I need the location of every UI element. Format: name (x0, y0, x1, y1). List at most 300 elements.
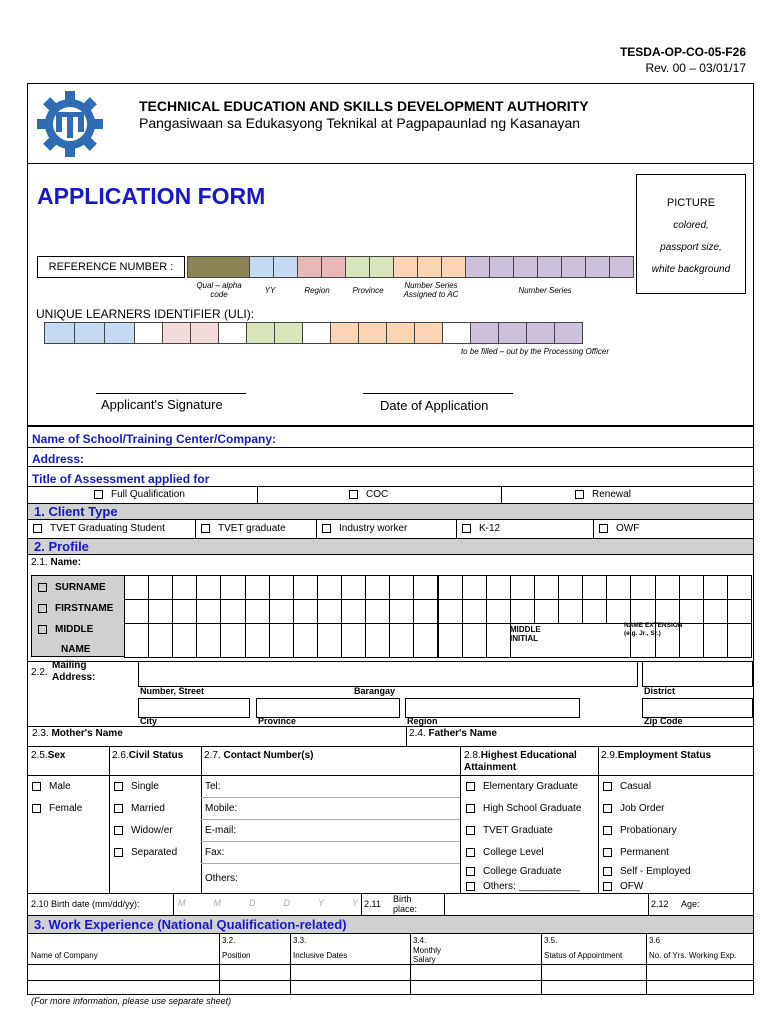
checkbox-icon[interactable] (603, 804, 612, 813)
col-dates: Inclusive Dates (293, 951, 348, 960)
father-num: 2.4. (409, 728, 426, 739)
contact-others[interactable]: Others: (205, 873, 238, 884)
date-application-line[interactable] (363, 393, 513, 394)
name-letter-box[interactable] (582, 599, 607, 624)
option-label: Casual (620, 781, 652, 792)
name-letter-box[interactable] (293, 623, 318, 658)
name-label (31, 557, 81, 568)
name-letter-box[interactable] (413, 575, 438, 600)
applicant-signature-label: Applicant's Signature (101, 397, 223, 412)
option-label: TVET graduate (218, 523, 286, 534)
col-years: No. of Yrs. Working Exp. (649, 951, 737, 960)
contact-label: Contact Number(s) (223, 750, 314, 761)
name-letter-box[interactable] (727, 575, 752, 600)
name-letter-box[interactable] (438, 623, 463, 658)
checkbox-icon[interactable] (114, 826, 123, 835)
emp-probationary[interactable] (603, 825, 677, 836)
picture-note-2: passport size, (660, 242, 722, 253)
uli-cell[interactable] (358, 322, 387, 344)
agency-name: TECHNICAL EDUCATION AND SKILLS DEVELOPMENT AUTHORITY (139, 98, 589, 114)
father-label: Father's Name (428, 728, 497, 739)
name-letter-box[interactable] (655, 575, 680, 600)
col-appointment: Status of Appointment (544, 951, 623, 960)
checkbox-icon[interactable] (94, 490, 103, 499)
emp-ofw[interactable] (603, 881, 643, 892)
emp-self-employed[interactable] (603, 866, 691, 877)
edu-highschool[interactable] (466, 803, 581, 814)
ref-cell[interactable] (249, 256, 274, 278)
client-tvet-graduating[interactable] (33, 523, 165, 534)
district-field[interactable] (642, 661, 753, 687)
name-letter-box[interactable] (486, 623, 511, 658)
name-grid[interactable] (124, 575, 751, 657)
name-letter-box[interactable] (606, 599, 631, 624)
ref-cell[interactable] (489, 256, 514, 278)
applicant-signature-line[interactable] (96, 393, 246, 394)
profile-heading: 2. Profile (27, 538, 754, 555)
name-letter-box[interactable] (269, 623, 294, 658)
ref-cell[interactable] (561, 256, 586, 278)
contact-heading (204, 750, 313, 761)
civil-married[interactable] (114, 803, 165, 814)
street-barangay-field[interactable] (138, 661, 638, 687)
name-letter-box[interactable] (317, 575, 342, 600)
work-experience-heading: 3. Work Experience (National Qualification-related) (27, 915, 754, 934)
civil-num: 2.6. (112, 750, 129, 761)
date-application-label: Date of Application (380, 398, 489, 413)
civil-widow[interactable] (114, 825, 173, 836)
name-letter-box[interactable] (534, 575, 559, 600)
ref-cell[interactable] (321, 256, 346, 278)
picture-title: PICTURE (666, 197, 716, 209)
name-letter-box[interactable] (510, 599, 535, 624)
option-label: Elementary Graduate (483, 781, 579, 792)
sex-label: Sex (47, 750, 66, 761)
checkbox-icon[interactable] (466, 848, 475, 857)
education-heading (464, 750, 594, 774)
name-letter-box[interactable] (486, 599, 511, 624)
region-field[interactable] (405, 698, 580, 718)
education-label: Highest Educational Attainment (464, 750, 577, 773)
name-letter-box[interactable] (389, 575, 414, 600)
civil-label: Civil Status (128, 750, 184, 761)
name-letter-box[interactable] (630, 575, 655, 600)
ref-sublabel-region: Region (304, 286, 330, 295)
name-extension-label: NAME EXTENSION (e.g. Jr., Sr.) (624, 622, 683, 637)
col-salary-num: 3.4. (413, 936, 427, 945)
checkbox-icon[interactable] (32, 782, 41, 791)
emp-job-order[interactable] (603, 803, 664, 814)
option-label: COC (366, 489, 389, 500)
option-label: TVET Graduate (483, 825, 553, 836)
uli-note: to be filled – out by the Processing Officer (460, 347, 610, 356)
footer-note: (For more information, please use separate sheet) (31, 996, 232, 1006)
edu-elementary[interactable] (466, 781, 578, 792)
name-letter-box[interactable] (220, 623, 245, 658)
ref-cell[interactable] (345, 256, 370, 278)
name-letter-box[interactable] (679, 575, 704, 600)
col-company: Name of Company (31, 951, 98, 960)
uli-cell[interactable] (190, 322, 219, 344)
mailing-num: 2.2. (31, 667, 48, 678)
middlename-label-2: NAME (61, 644, 91, 655)
name-letter-box[interactable] (196, 623, 221, 658)
middlename-label[interactable] (38, 624, 93, 635)
name-letter-box[interactable] (655, 599, 680, 624)
name-letter-box[interactable] (389, 623, 414, 658)
name-letter-box[interactable] (703, 599, 728, 624)
ref-sublabel-ac-series: Number Series Assigned to AC (403, 281, 459, 299)
surname-text: SURNAME (55, 582, 106, 593)
client-tvet-graduate[interactable] (201, 523, 286, 534)
father-name-field[interactable] (406, 726, 754, 747)
client-industry-worker[interactable] (322, 523, 407, 534)
assessment-title-field[interactable] (27, 466, 754, 487)
option-label: TVET Graduating Student (50, 523, 165, 534)
uli-cell[interactable] (386, 322, 415, 344)
name-letter-box[interactable] (606, 575, 631, 600)
name-letter-box[interactable] (389, 599, 414, 624)
school-field[interactable] (27, 426, 754, 448)
checkbox-icon[interactable] (462, 524, 471, 533)
firstname-text: FIRSTNAME (55, 603, 114, 614)
name-letter-box[interactable] (438, 575, 463, 600)
option-label: High School Graduate (483, 803, 582, 814)
name-letter-box[interactable] (462, 623, 487, 658)
form-code: TESDA-OP-CO-05-F26 (619, 45, 746, 59)
option-label: Male (49, 781, 71, 792)
client-type-heading: 1. Client Type (27, 503, 754, 520)
checkbox-icon[interactable] (466, 826, 475, 835)
option-label: Separated (131, 847, 178, 858)
edu-tvet[interactable] (466, 825, 553, 836)
mailing-label: Mailing Address: (52, 660, 96, 683)
name-letter-box[interactable] (341, 623, 366, 658)
option-label: Female (49, 803, 83, 814)
name-letter-box[interactable] (365, 599, 390, 624)
ref-cell[interactable] (297, 256, 322, 278)
employment-num: 2.9. (601, 750, 618, 761)
name-letter-box[interactable] (124, 623, 149, 658)
ref-sublabel-yy: YY (264, 286, 276, 295)
barangay-label: Barangay (354, 686, 396, 696)
name-num: 2.1. (31, 557, 48, 568)
picture-note-3: white background (651, 264, 731, 275)
uli-cell[interactable] (330, 322, 359, 344)
age-label: Age: (681, 899, 700, 909)
checkbox-icon[interactable] (575, 490, 584, 499)
firstname-label[interactable] (38, 603, 113, 614)
name-letter-box[interactable] (486, 575, 511, 600)
name-letter-box[interactable] (558, 575, 583, 600)
name-letter-box[interactable] (196, 575, 221, 600)
uli-cells[interactable] (44, 322, 583, 344)
checkbox-icon[interactable] (38, 625, 47, 634)
client-owf[interactable] (599, 523, 639, 534)
name-letter-box[interactable] (245, 599, 270, 624)
emp-permanent[interactable] (603, 847, 669, 858)
col-position: Position (222, 951, 251, 960)
reference-number-cells[interactable] (187, 256, 634, 278)
birth-mm-2: M (213, 898, 221, 908)
option-label: OWF (616, 523, 640, 534)
option-label: Self - Employed (620, 866, 691, 877)
edu-others[interactable] (466, 881, 580, 892)
ref-cell[interactable] (393, 256, 418, 278)
option-label: Job Order (620, 803, 665, 814)
number-street-label: Number, Street (140, 686, 205, 696)
birth-place-label: Birth place: (393, 894, 418, 914)
contact-num: 2.7. (204, 750, 221, 761)
age-num: 2.12 (651, 899, 669, 909)
middle-initial-label: MIDDLE INITIAL (510, 625, 541, 643)
zip-field[interactable] (642, 698, 753, 718)
picture-box[interactable] (636, 174, 746, 294)
region-label: Region (407, 716, 438, 726)
option-full-qualification[interactable] (94, 489, 185, 500)
checkbox-icon[interactable] (603, 782, 612, 791)
name-letter-box[interactable] (172, 599, 197, 624)
checkbox-icon[interactable] (599, 524, 608, 533)
checkbox-icon[interactable] (33, 524, 42, 533)
checkbox-icon[interactable] (114, 804, 123, 813)
name-letter-box[interactable] (124, 599, 149, 624)
sex-male[interactable] (32, 781, 71, 792)
name-letter-box[interactable] (703, 575, 728, 600)
ref-cell[interactable] (417, 256, 442, 278)
address-field[interactable] (27, 447, 754, 467)
ref-sublabel-qual: Qual – alpha code (196, 281, 242, 299)
name-letter-box[interactable] (269, 575, 294, 600)
uli-cell[interactable] (104, 322, 135, 344)
revision: Rev. 00 – 03/01/17 (645, 61, 746, 75)
city-label: City (140, 716, 158, 726)
uli-cell[interactable] (218, 322, 247, 344)
name-letter-box[interactable] (317, 623, 342, 658)
col-dates-num: 3.3. (293, 936, 307, 945)
civil-heading (112, 750, 183, 761)
uli-cell[interactable] (554, 322, 583, 344)
address-label: Address: (32, 452, 85, 466)
option-label: Others: ___________ (483, 881, 580, 892)
name-letter-box[interactable] (462, 575, 487, 600)
name-letter-box[interactable] (245, 623, 270, 658)
sex-heading (31, 750, 65, 761)
uli-label: UNIQUE LEARNERS IDENTIFIER (ULI): (36, 307, 255, 321)
birth-yy-1: Y (317, 898, 324, 908)
uli-cell[interactable] (302, 322, 331, 344)
uli-cell[interactable] (526, 322, 555, 344)
birth-place-input[interactable] (446, 895, 646, 914)
mother-name-field[interactable] (27, 726, 407, 747)
name-letter-box[interactable] (341, 575, 366, 600)
surname-label[interactable] (38, 582, 106, 593)
checkbox-icon[interactable] (201, 524, 210, 533)
uli-cell[interactable] (442, 322, 471, 344)
district-label: District (644, 686, 676, 696)
ref-cell[interactable] (187, 256, 250, 278)
checkbox-icon[interactable] (603, 867, 612, 876)
checkbox-icon[interactable] (466, 867, 475, 876)
option-label: College Level (483, 847, 544, 858)
name-letter-box[interactable] (413, 623, 438, 658)
name-letter-box[interactable] (172, 575, 197, 600)
name-letter-box[interactable] (679, 599, 704, 624)
agency-subtitle: Pangasiwaan sa Edukasyong Teknikal at Pagpapaunlad ng Kasanayan (139, 115, 581, 131)
uli-cell[interactable] (274, 322, 303, 344)
option-label: Permanent (620, 847, 669, 858)
name-letter-box[interactable] (341, 599, 366, 624)
name-letter-box[interactable] (703, 623, 728, 658)
employment-heading (601, 750, 711, 761)
province-field[interactable] (256, 698, 400, 718)
birth-date-label: 2.10 Birth date (mm/dd/yy): (31, 899, 140, 909)
checkbox-icon[interactable] (603, 826, 612, 835)
uli-cell[interactable] (134, 322, 163, 344)
uli-cell[interactable] (246, 322, 275, 344)
checkbox-icon[interactable] (32, 804, 41, 813)
name-letter-box[interactable] (172, 623, 197, 658)
ref-cell[interactable] (441, 256, 466, 278)
name-letter-box[interactable] (510, 575, 535, 600)
ref-cell[interactable] (273, 256, 298, 278)
city-field[interactable] (138, 698, 250, 718)
reference-number-label: REFERENCE NUMBER : (37, 256, 185, 278)
name-letter-box[interactable] (148, 623, 173, 658)
name-letter-box[interactable] (365, 575, 390, 600)
uli-cell[interactable] (498, 322, 527, 344)
checkbox-icon[interactable] (466, 804, 475, 813)
name-letter-box[interactable] (413, 599, 438, 624)
form-title: APPLICATION FORM (37, 183, 266, 209)
province-label: Province (258, 716, 297, 726)
name-label-text: Name: (50, 557, 82, 568)
option-label: Full Qualification (111, 489, 185, 500)
uli-cell[interactable] (74, 322, 105, 344)
checkbox-icon[interactable] (349, 490, 358, 499)
client-k12[interactable] (462, 523, 500, 534)
sex-female[interactable] (32, 803, 82, 814)
name-letter-box[interactable] (124, 575, 149, 600)
option-label: Married (131, 803, 165, 814)
name-letter-box[interactable] (148, 599, 173, 624)
birth-yy-2: Y (351, 898, 358, 908)
checkbox-icon[interactable] (114, 782, 123, 791)
name-letter-box[interactable] (727, 623, 752, 658)
employment-label: Employment Status (617, 750, 712, 761)
edu-college-level[interactable] (466, 847, 544, 858)
name-letter-box[interactable] (196, 599, 221, 624)
ref-cell[interactable] (369, 256, 394, 278)
school-label: Name of School/Training Center/Company: (32, 432, 277, 446)
name-letter-box[interactable] (245, 575, 270, 600)
checkbox-icon[interactable] (38, 604, 47, 613)
education-num: 2.8. (464, 750, 481, 761)
birth-mm-1: M (178, 898, 186, 908)
name-letter-box[interactable] (438, 599, 463, 624)
birth-date-input[interactable] (178, 898, 358, 908)
mother-num: 2.3. (32, 728, 49, 739)
checkbox-icon[interactable] (114, 848, 123, 857)
ref-cell[interactable] (609, 256, 634, 278)
name-letter-box[interactable] (534, 599, 559, 624)
checkbox-icon[interactable] (466, 882, 475, 891)
contact-mobile[interactable]: Mobile: (205, 803, 238, 814)
mother-label: Mother's Name (51, 728, 123, 739)
sex-num: 2.5. (31, 750, 48, 761)
tesda-logo-icon (36, 90, 104, 158)
name-letter-box[interactable] (727, 599, 752, 624)
edu-college-grad[interactable] (466, 866, 561, 877)
option-label: Single (131, 781, 159, 792)
option-label: OFW (620, 881, 644, 892)
ref-cell[interactable] (465, 256, 490, 278)
name-letter-box[interactable] (293, 575, 318, 600)
option-renewal[interactable] (575, 489, 631, 500)
picture-note-1: colored, (673, 220, 709, 231)
option-coc[interactable] (349, 489, 388, 500)
zip-label: Zip Code (644, 716, 683, 726)
name-letter-box[interactable] (269, 599, 294, 624)
option-label: Industry worker (339, 523, 408, 534)
uli-cell[interactable] (414, 322, 443, 344)
uli-cell[interactable] (44, 322, 75, 344)
name-letter-box[interactable] (558, 599, 583, 624)
contact-tel[interactable]: Tel: (205, 781, 221, 792)
name-letter-box[interactable] (293, 599, 318, 624)
birth-dd-2: D (283, 898, 290, 908)
col-salary: Monthly Salary (413, 946, 442, 964)
birth-place-num: 2.11 (364, 899, 381, 909)
option-label: College Graduate (483, 866, 562, 877)
civil-single[interactable] (114, 781, 159, 792)
ref-cell[interactable] (585, 256, 610, 278)
uli-cell[interactable] (162, 322, 191, 344)
name-letter-box[interactable] (365, 623, 390, 658)
emp-casual[interactable] (603, 781, 651, 792)
checkbox-icon[interactable] (603, 848, 612, 857)
option-label: Probationary (620, 825, 677, 836)
uli-cell[interactable] (470, 322, 499, 344)
option-label: K-12 (479, 523, 501, 534)
checkbox-icon[interactable] (603, 882, 612, 891)
ref-sublabel-series: Number Series (518, 286, 572, 295)
checkbox-icon[interactable] (466, 782, 475, 791)
name-letter-box[interactable] (462, 599, 487, 624)
ref-cell[interactable] (513, 256, 538, 278)
civil-separated[interactable] (114, 847, 177, 858)
ref-sublabel-province: Province (352, 286, 384, 295)
name-letter-box[interactable] (148, 575, 173, 600)
option-label: Renewal (592, 489, 631, 500)
name-letter-box[interactable] (317, 599, 342, 624)
checkbox-icon[interactable] (322, 524, 331, 533)
name-letter-box[interactable] (220, 599, 245, 624)
name-letter-box[interactable] (220, 575, 245, 600)
col-years-num: 3.6 (649, 936, 661, 945)
col-appointment-num: 3.5. (544, 936, 558, 945)
contact-email[interactable]: E-mail: (205, 825, 237, 836)
ref-cell[interactable] (537, 256, 562, 278)
name-letter-box[interactable] (582, 575, 607, 600)
birth-dd-1: D (248, 898, 256, 908)
middle-text: MIDDLE (55, 624, 94, 635)
name-letter-box[interactable] (630, 599, 655, 624)
assessment-title-label: Title of Assessment applied for (32, 472, 210, 486)
contact-fax[interactable]: Fax: (205, 847, 225, 858)
col-position-num: 3.2. (222, 936, 236, 945)
checkbox-icon[interactable] (38, 583, 47, 592)
